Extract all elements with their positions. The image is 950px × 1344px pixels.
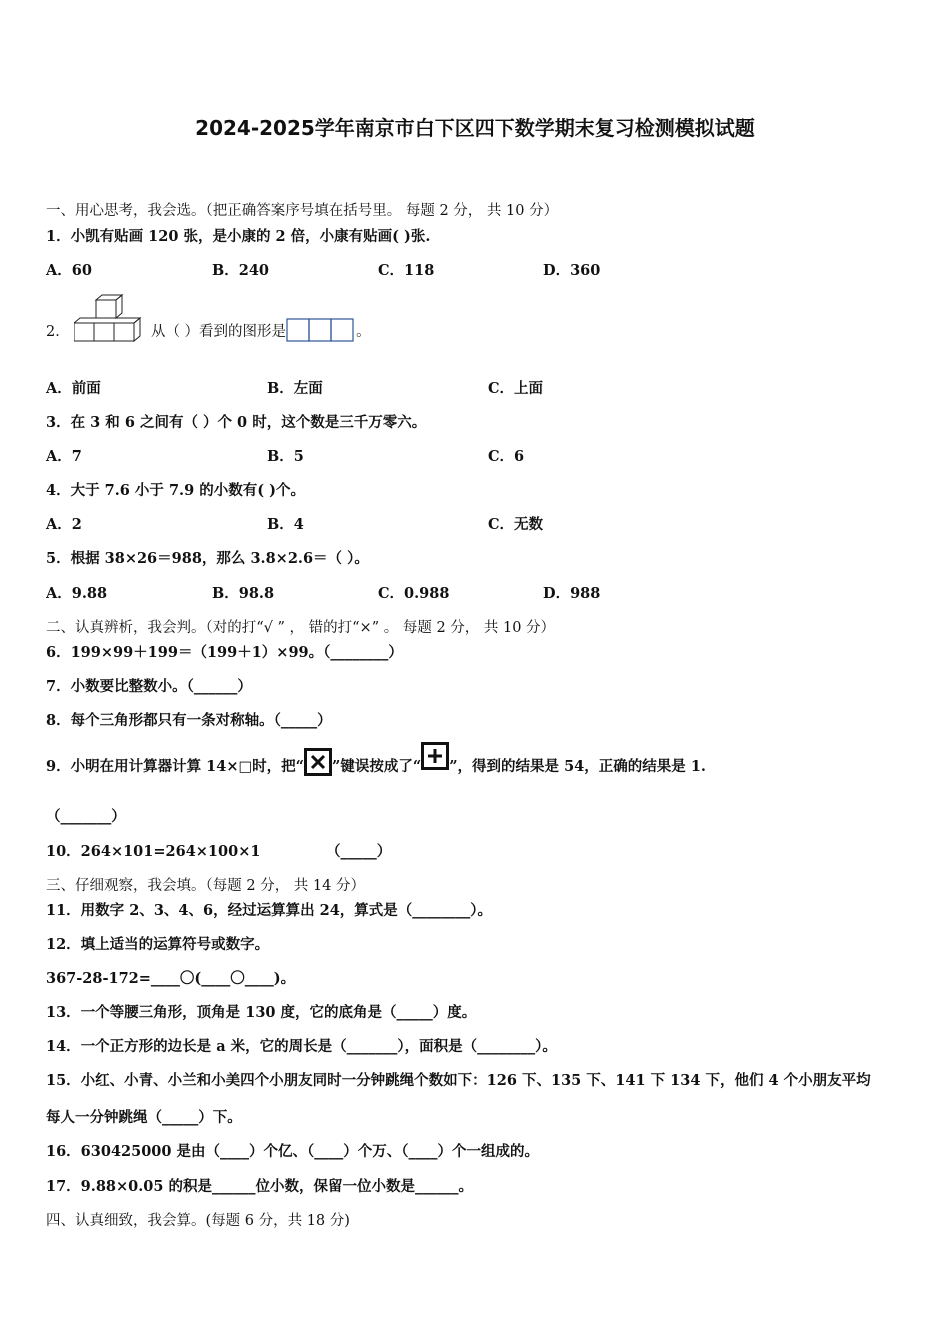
q3-option-a: A．7: [46, 448, 82, 465]
question-1: 1．小凯有贴画 120 张，是小康的 2 倍，小康有贴画( )张.: [46, 228, 431, 245]
question-17: 17．9.88×0.05 的积是______位小数，保留一位小数是______。: [46, 1178, 474, 1195]
q4-option-a: A．2: [46, 516, 82, 533]
plus-key-icon: [421, 742, 449, 770]
question-12: 12．填上适当的运算符号或数字。: [46, 936, 270, 953]
question-16: 16．630425000 是由（____）个亿、（____）个万、（____）个一组成的。: [46, 1143, 540, 1160]
section-4-heading: 四、认真细致，我会算。(每题 6 分，共 18 分): [46, 1213, 350, 1229]
question-14: 14．一个正方形的边长是 a 米，它的周长是（_______），面积是（________）。: [46, 1038, 557, 1055]
q3-option-b: B．5: [267, 448, 304, 465]
q1-option-b: B．240: [212, 262, 270, 279]
q2-end: 。: [356, 324, 371, 340]
cube-stack-figure: [74, 292, 146, 344]
question-3: 3．在 3 和 6 之间有（ ）个 0 时，这个数是三千万零六。: [46, 414, 427, 431]
q2-option-b: B．左面: [267, 380, 323, 397]
q5-option-b: B．98.8: [212, 585, 275, 602]
q10-answer-blank: （_____）: [326, 843, 392, 860]
question-6: 6．199×99＋199＝（199＋1）×99。（________）: [46, 644, 403, 661]
q9-part3: ”，得到的结果是 54，正确的结果是 1.: [449, 758, 706, 775]
question-12-equation: 367-28-172=____〇(____〇____)。: [46, 970, 296, 987]
q2-option-a: A．前面: [46, 380, 101, 397]
question-13: 13．一个等腰三角形，顶角是 130 度，它的底角是（_____）度。: [46, 1004, 477, 1021]
question-11: 11．用数字 2、3、4、6，经过运算算出 24，算式是（________）。: [46, 902, 493, 919]
q1-option-a: A．60: [46, 262, 92, 279]
q2-option-c: C．上面: [488, 380, 544, 397]
section-1-heading: 一、用心思考，我会选。（把正确答案序号填在括号里。 每题 2 分， 共 10 分）: [46, 203, 559, 219]
question-10: 10．264×101=264×100×1: [46, 843, 261, 860]
q2-text: 从（ ）看到的图形是: [150, 324, 287, 340]
q2-number: 2．: [46, 324, 70, 340]
section-3-heading: 三、仔细观察，我会填。（每题 2 分， 共 14 分）: [46, 878, 365, 894]
q4-option-c: C．无数: [488, 516, 544, 533]
question-8: 8．每个三角形都只有一条对称轴。（_____）: [46, 712, 332, 729]
q1-option-c: C．118: [378, 262, 435, 279]
q5-option-d: D．988: [543, 585, 601, 602]
page-title: 2024-2025学年南京市白下区四下数学期末复习检测模拟试题: [195, 116, 755, 140]
q9-part1: 9．小明在用计算器计算 14×□时，把“: [46, 758, 305, 775]
multiply-key-icon: [304, 748, 332, 776]
section-2-heading: 二、认真辨析，我会判。（对的打“√ ” ， 错的打“×” 。 每题 2 分， 共 10 分）: [46, 620, 556, 636]
q1-option-d: D．360: [543, 262, 601, 279]
three-square-view-figure: [286, 318, 356, 342]
question-9: [46, 757, 706, 777]
question-7: 7．小数要比整数小。（______）: [46, 678, 252, 695]
question-4: 4．大于 7.6 小于 7.9 的小数有( )个。: [46, 482, 306, 499]
question-5: 5．根据 38×26＝988，那么 3.8×2.6＝（ ）。: [46, 550, 369, 567]
question-15: 15．小红、小青、小兰和小美四个小朋友同时一分钟跳绳个数如下：126 下、135 下、141 下 134 下，他们 4 个小朋友平均: [46, 1072, 871, 1089]
q9-answer-blank: （_______）: [46, 808, 126, 825]
q5-option-a: A．9.88: [46, 585, 108, 602]
question-15-cont: 每人一分钟跳绳（_____）下。: [46, 1109, 242, 1126]
q4-option-b: B．4: [267, 516, 304, 533]
q9-part2: ”键误按成了“: [332, 758, 422, 775]
q5-option-c: C．0.988: [378, 585, 450, 602]
question-2: [46, 320, 371, 344]
q3-option-c: C．6: [488, 448, 525, 465]
